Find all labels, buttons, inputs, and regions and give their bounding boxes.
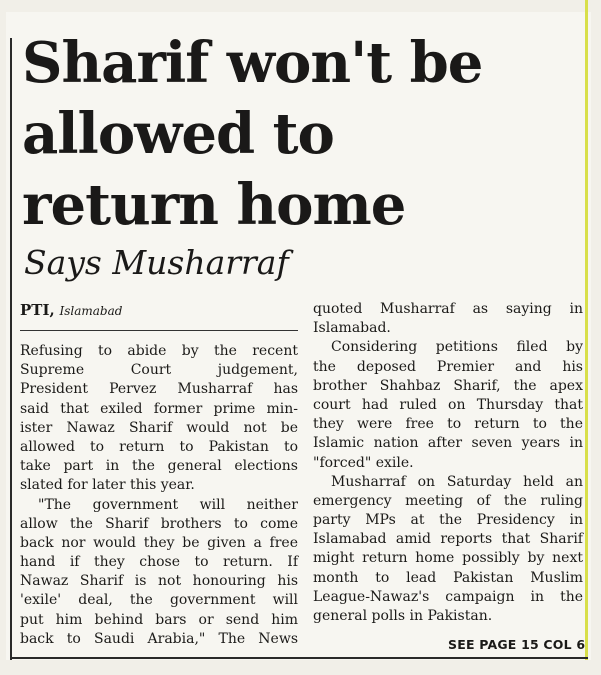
right-edge-rule [585,0,588,660]
byline-agency: PTI, [20,301,55,319]
text-line: Refusing to abide by the recent [20,343,298,359]
text-line: month to lead Pakistan Muslim [313,569,583,586]
text-line: emergency meeting of the ruling [313,492,583,509]
byline [20,300,298,321]
text-line: Islamabad amid reports that Sharif [313,531,583,548]
byline-location: Islamabad [59,304,123,318]
text-line: quoted Musharraf as saying in [313,301,583,317]
text-line: brother Shahbaz Sharif, the apex [313,377,583,394]
text-line: Islamic nation after seven years in [313,435,583,452]
text-line: back nor would they be given a free [20,534,298,551]
text-line: court had ruled on Thursday that [313,396,583,413]
text-line: "forced" exile. [313,454,414,471]
text-line: "The government will neither [38,496,298,513]
text-line: Islamabad. [313,320,391,337]
text-line: League-Nawaz's campaign in the [313,588,583,605]
subheadline: Says Musharraf [24,243,289,282]
bottom-rule [10,657,588,659]
text-line: allowed to return to Pakistan to [20,438,298,455]
left-column-rule [10,38,12,660]
text-line: President Pervez Musharraf has [20,381,298,398]
byline-rule [20,330,298,331]
text-line: hand if they chose to return. If [20,554,298,571]
text-line: slated for later this year. [20,477,195,494]
text-line: might return home possibly by next [313,550,583,567]
text-line: the deposed Premier and his [313,358,583,375]
text-line: general polls in Pakistan. [313,608,493,624]
text-line: 'exile' deal, the government will [20,592,298,609]
text-line: said that exiled former prime min- [20,400,298,417]
text-line: Considering petitions filed by [331,339,583,356]
text-line: Nawaz Sharif is not honouring his [20,573,298,590]
headline-line-2: allowed to [22,101,334,167]
text-line: they were free to return to the [313,416,583,433]
text-line: Supreme Court judgement, [20,362,298,379]
text-line: allow the Sharif brothers to come [20,515,298,532]
headline-line-3: return home [22,172,406,238]
text-line: back to Saudi Arabia," The News [20,630,298,647]
text-line: put him behind bars or send him [20,611,298,628]
text-line: party MPs at the Presidency in [313,512,583,529]
text-line: ister Nawaz Sharif would not be [20,419,298,436]
headline [22,28,582,241]
headline-line-1: Sharif won't be [22,30,483,96]
text-line: Musharraf on Saturday held an [331,473,583,490]
article-column-left [20,342,298,649]
article-column-right [313,300,583,626]
continuation-note: SEE PAGE 15 COL 6 [448,637,586,652]
text-line: take part in the general elections [20,458,298,475]
